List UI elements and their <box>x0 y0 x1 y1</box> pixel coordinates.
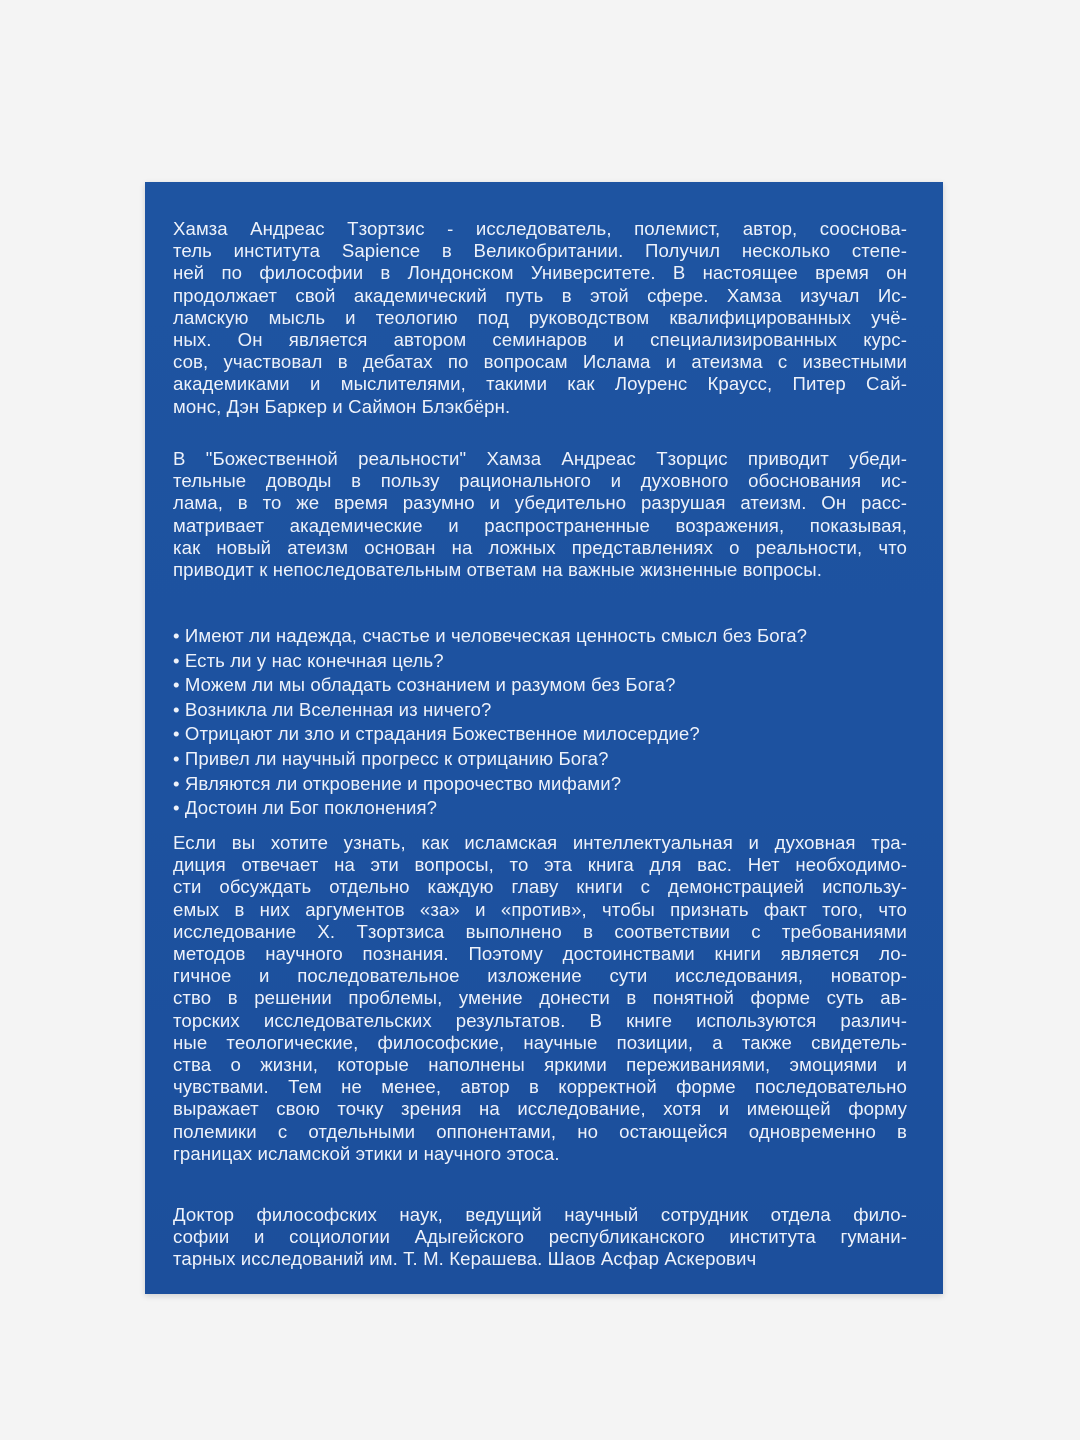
question-item: • Привел ли научный прогресс к отрицанию Бога? <box>173 747 609 769</box>
questions-list <box>173 624 907 821</box>
bio-line: ней по философии в Лондонском Университете. В настоящее время он <box>173 262 907 284</box>
signature-line: софии и социологии Адыгейского республиканского института гумани- <box>173 1226 907 1248</box>
review-line: методов научного познания. Поэтому достоинствами книги является ло- <box>173 943 907 965</box>
review-line: гичное и последовательное изложение сути исследования, новатор- <box>173 965 907 987</box>
review-line: ство в решении проблемы, умение донести в понятной форме суть ав- <box>173 987 907 1009</box>
intro-line: лама, в то же время разумно и убедительно разрушая атеизм. Он расс- <box>173 492 907 514</box>
review-line: диция отвечает на эти вопросы, то эта книга для вас. Нет необходимо- <box>173 854 907 876</box>
author-bio-paragraph <box>173 218 907 418</box>
review-line: чувствами. Тем не менее, автор в корректной форме последовательно <box>173 1076 907 1098</box>
question-item: • Можем ли мы обладать сознанием и разумом без Бога? <box>173 674 676 696</box>
review-paragraph <box>173 832 907 1165</box>
intro-line: тельные доводы в пользу рационального и духовного обоснования ис- <box>173 470 907 492</box>
signature-line: Доктор философских наук, ведущий научный сотрудник отдела фило- <box>173 1204 907 1225</box>
bio-line: академиками и мыслителями, такими как Лоуренс Краусс, Питер Сай- <box>173 373 907 395</box>
bio-line: ных. Он является автором семинаров и специализированных курс- <box>173 329 907 351</box>
review-line: ства о жизни, которые наполнены яркими переживаниями, эмоциями и <box>173 1054 907 1076</box>
question-item: • Отрицают ли зло и страдания Божественное милосердие? <box>173 723 700 745</box>
book-intro-paragraph <box>173 448 907 581</box>
intro-line: как новый атеизм основан на ложных представлениях о реальности, что <box>173 536 907 558</box>
review-line: сти обсуждать отдельно каждую главу книги с демонстрацией использу- <box>173 876 907 898</box>
intro-line: В "Божественной реальности" Хамза Андреас Тзорцис приводит убеди- <box>173 448 907 469</box>
signature-line: тарных исследований им. Т. М. Керашева. Шаов Асфар Аскерович <box>173 1248 757 1270</box>
question-item: • Есть ли у нас конечная цель? <box>173 649 444 671</box>
question-item: • Имеют ли надежда, счастье и человеческая ценность смысл без Бога? <box>173 625 808 646</box>
bio-line: Хамза Андреас Тзортзис - исследователь, полемист, автор, сооснова- <box>173 218 907 239</box>
review-line: выражает свою точку зрения на исследование, хотя и имеющей форму <box>173 1098 907 1120</box>
review-line: границах исламской этики и научного этоса. <box>173 1142 560 1164</box>
bio-line: тель института Sapience в Великобритании. Получил несколько степе- <box>173 240 907 262</box>
intro-line: матривает академические и распространенные возражения, показывая, <box>173 514 907 536</box>
review-line: исследование Х. Тзортзиса выполнено в соответствии с требованиями <box>173 920 907 942</box>
bio-line: сов, участвовал в дебатах по вопросам Ислама и атеизма с известными <box>173 351 907 373</box>
reviewer-signature <box>173 1204 907 1271</box>
review-line: ные теологические, философские, научные позиции, а также свидетель- <box>173 1031 907 1053</box>
review-line: полемики с отдельными оппонентами, но остающейся одновременно в <box>173 1120 907 1142</box>
intro-line: приводит к непоследовательным ответам на важные жизненные вопросы. <box>173 559 823 581</box>
bio-line: монс, Дэн Баркер и Саймон Блэкбёрн. <box>173 395 511 417</box>
review-line: торских исследовательских результатов. В книге используются различ- <box>173 1009 907 1031</box>
review-line: емых в них аргументов «за» и «против», чтобы признать факт того, что <box>173 898 907 920</box>
bio-line: продолжает свой академический путь в этой сфере. Хамза изучал Ис- <box>173 284 907 306</box>
question-item: • Достоин ли Бог поклонения? <box>173 797 438 819</box>
review-line: Если вы хотите узнать, как исламская интеллектуальная и духовная тра- <box>173 832 907 853</box>
question-item: • Возникла ли Вселенная из ничего? <box>173 698 492 720</box>
bio-line: ламскую мысль и теологию под руководством квалифицированных учё- <box>173 306 907 328</box>
question-item: • Являются ли откровение и пророчество мифами? <box>173 772 622 794</box>
